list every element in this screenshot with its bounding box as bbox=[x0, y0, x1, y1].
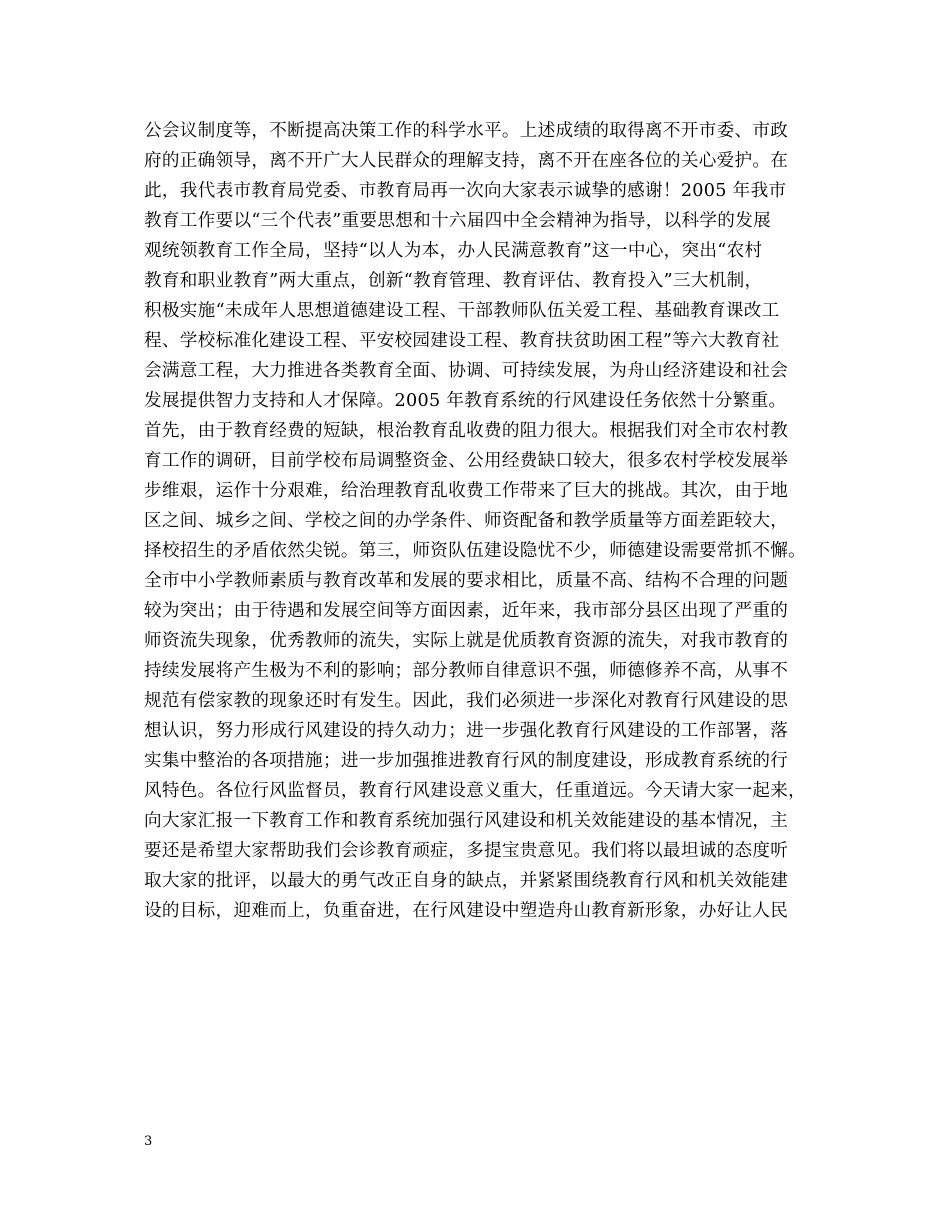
text-line: 风特色。各位行风监督员，教育行风建设意义重大，任重道远。今天请大家一起来， bbox=[144, 781, 807, 801]
text-line: 积极实施“未成年人思想道德建设工程、干部教师队伍关爱工程、基础教育课改工 bbox=[144, 301, 780, 321]
text-line: 此，我代表市教育局党委、市教育局再一次向大家表示诚挚的感谢！2005 年我市 bbox=[144, 181, 787, 201]
page-number: 3 bbox=[144, 1134, 153, 1149]
text-line: 取大家的批评，以最大的勇气改正自身的缺点，并紧紧围绕教育行风和机关效能建 bbox=[144, 871, 789, 891]
text-line: 实集中整治的各项措施；进一步加强推进教育行风的制度建设，形成教育系统的行 bbox=[144, 751, 789, 771]
text-line: 教育和职业教育”两大重点，创新“教育管理、教育评估、教育投入”三大机制， bbox=[144, 271, 763, 291]
text-line: 全市中小学教师素质与教育改革和发展的要求相比，质量不高、结构不合理的问题 bbox=[144, 571, 789, 591]
text-line: 向大家汇报一下教育工作和教育系统加强行风建设和机关效能建设的基本情况，主 bbox=[144, 811, 789, 831]
text-line: 程、学校标准化建设工程、平安校园建设工程、教育扶贫助困工程”等六大教育社 bbox=[144, 331, 780, 351]
text-line: 府的正确领导，离不开广大人民群众的理解支持，离不开在座各位的关心爱护。在 bbox=[144, 151, 789, 171]
text-line: 区之间、城乡之间、学校之间的办学条件、师资配备和教学质量等方面差距较大， bbox=[144, 511, 789, 531]
body-text bbox=[144, 116, 824, 926]
text-line: 育工作的调研，目前学校布局调整资金、公用经费缺口较大，很多农村学校发展举 bbox=[144, 451, 789, 471]
text-line: 持续发展将产生极为不利的影响；部分教师自律意识不强，师德修养不高，从事不 bbox=[144, 661, 789, 681]
text-line: 发展提供智力支持和人才保障。2005 年教育系统的行风建设任务依然十分繁重。 bbox=[144, 391, 787, 411]
text-line: 规范有偿家教的现象还时有发生。因此，我们必须进一步深化对教育行风建设的思 bbox=[144, 691, 789, 711]
text-line: 师资流失现象，优秀教师的流失，实际上就是优质教育资源的流失，对我市教育的 bbox=[144, 631, 789, 651]
text-line: 观统领教育工作全局，坚持“以人为本，办人民满意教育”这一中心，突出“农村 bbox=[144, 241, 763, 261]
text-line: 首先，由于教育经费的短缺，根治教育乱收费的阻力很大。根据我们对全市农村教 bbox=[144, 421, 789, 441]
text-line: 想认识，努力形成行风建设的持久动力；进一步强化教育行风建设的工作部署，落 bbox=[144, 721, 789, 741]
text-line: 步维艰，运作十分艰难，给治理教育乱收费工作带来了巨大的挑战。其次，由于地 bbox=[144, 481, 789, 501]
text-line: 择校招生的矛盾依然尖锐。第三，师资队伍建设隐忧不少，师德建设需要常抓不懈。 bbox=[144, 541, 807, 561]
text-line: 公会议制度等，不断提高决策工作的科学水平。上述成绩的取得离不开市委、市政 bbox=[144, 121, 789, 141]
text-line: 设的目标，迎难而上，负重奋进，在行风建设中塑造舟山教育新形象，办好让人民 bbox=[144, 901, 789, 921]
text-line: 教育工作要以“三个代表”重要思想和十六届四中全会精神为指导，以科学的发展 bbox=[144, 211, 771, 231]
text-line: 要还是希望大家帮助我们会诊教育顽症，多提宝贵意见。我们将以最坦诚的态度听 bbox=[144, 841, 789, 861]
text-line: 会满意工程，大力推进各类教育全面、协调、可持续发展，为舟山经济建设和社会 bbox=[144, 361, 789, 381]
text-line: 较为突出；由于待遇和发展空间等方面因素，近年来，我市部分县区出现了严重的 bbox=[144, 601, 789, 621]
